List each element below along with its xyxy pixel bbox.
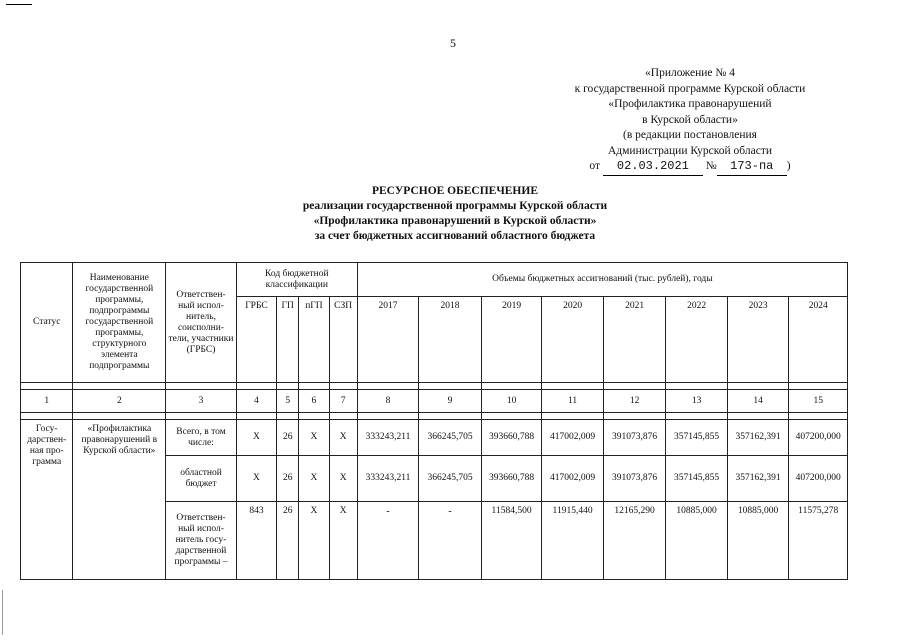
column-number: 13: [666, 390, 728, 413]
header-code: пГП: [299, 297, 329, 383]
value-cell: 357145,855: [666, 420, 728, 456]
document-title: [200, 184, 710, 244]
value-cell: -: [357, 502, 419, 580]
executor-cell: Всего, в том числе:: [166, 420, 237, 456]
header-code: ГРБС: [236, 297, 276, 383]
column-number: 4: [236, 390, 276, 413]
column-number-row: [21, 390, 848, 413]
value-cell: 11575,278: [789, 502, 848, 580]
value-cell: 357145,855: [666, 456, 728, 502]
header-year: 2023: [727, 297, 789, 383]
appendix-line: «Профилактика правонарушений: [608, 98, 772, 110]
column-number: 1: [21, 390, 73, 413]
code-cell: Х: [299, 420, 329, 456]
code-cell: 26: [277, 420, 299, 456]
header-volumes-group: Объемы бюджетных ассигнований (тыс. рублей), годы: [357, 263, 847, 297]
code-cell: Х: [329, 502, 357, 580]
value-cell: 393660,788: [481, 456, 542, 502]
header-year: 2020: [542, 297, 604, 383]
column-number: 5: [277, 390, 299, 413]
value-cell: -: [419, 502, 482, 580]
code-cell: 26: [277, 502, 299, 580]
title-line-4: за счет бюджетных ассигнований областного бюджета: [314, 230, 596, 242]
program-name-cell: «Профилактика правонарушений в Курской области»: [73, 420, 166, 580]
column-number: 10: [481, 390, 542, 413]
header-year: 2019: [481, 297, 542, 383]
value-cell: 10885,000: [666, 502, 728, 580]
value-cell: 333243,211: [357, 456, 419, 502]
appendix-line: (в редакции постановления: [623, 129, 757, 141]
code-cell: Х: [299, 502, 329, 580]
number-prefix: №: [705, 160, 717, 172]
appendix-line: «Приложение № 4: [645, 67, 735, 79]
value-cell: 391073,876: [603, 420, 666, 456]
code-cell: 26: [277, 456, 299, 502]
header-code-group: Код бюджетной классификации: [236, 263, 357, 297]
header-row: [21, 263, 848, 297]
header-year: 2017: [357, 297, 419, 383]
scan-edge-mark: [2, 590, 3, 635]
column-number: 12: [603, 390, 666, 413]
appendix-date-line: [540, 159, 840, 176]
code-cell: 843: [236, 502, 276, 580]
header-year: 2021: [603, 297, 666, 383]
status-cell: Госу-дарствен-ная про-грамма: [21, 420, 73, 580]
decree-number: 173-па: [717, 159, 787, 176]
appendix-block: [540, 66, 840, 176]
column-number: 9: [419, 390, 482, 413]
spacer-row: [21, 383, 848, 390]
title-line-3: «Профилактика правонарушений в Курской области»: [313, 215, 597, 227]
value-cell: 10885,000: [727, 502, 789, 580]
appendix-line: к государственной программе Курской области: [574, 82, 806, 95]
resource-table: [20, 262, 848, 580]
top-rule: [6, 4, 32, 5]
value-cell: 407200,000: [789, 420, 848, 456]
column-number: 14: [727, 390, 789, 413]
executor-cell: Ответствен-ный испол-нитель госу-дарственной программы –: [166, 502, 237, 580]
value-cell: 417002,009: [542, 420, 604, 456]
code-cell: Х: [236, 420, 276, 456]
table-row: [21, 420, 848, 456]
header-year: 2024: [789, 297, 848, 383]
column-number: 2: [73, 390, 166, 413]
value-cell: 11584,500: [481, 502, 542, 580]
decree-date: 02.03.2021: [603, 159, 703, 176]
header-name: Наименование государственной программы, подпрограммы государственной программы, структурного элемента подпрограммы: [73, 263, 166, 383]
executor-cell: областной бюджет: [166, 456, 237, 502]
value-cell: 357162,391: [727, 456, 789, 502]
value-cell: 391073,876: [603, 456, 666, 502]
value-cell: 366245,705: [419, 420, 482, 456]
header-executor: Ответствен-ный испол-нитель, соисполни-тели, участники (ГРБС): [166, 263, 237, 383]
header-year: 2018: [419, 297, 482, 383]
value-cell: 393660,788: [481, 420, 542, 456]
date-prefix: от: [589, 160, 601, 172]
spacer-row: [21, 413, 848, 420]
column-number: 6: [299, 390, 329, 413]
title-line-1: РЕСУРСНОЕ ОБЕСПЕЧЕНИЕ: [371, 185, 538, 197]
header-year: 2022: [666, 297, 728, 383]
value-cell: 12165,290: [603, 502, 666, 580]
appendix-line: в Курской области»: [642, 113, 738, 126]
appendix-line: Администрации Курской области: [608, 144, 772, 157]
value-cell: 366245,705: [419, 456, 482, 502]
value-cell: 333243,211: [357, 420, 419, 456]
column-number: 3: [166, 390, 237, 413]
column-number: 15: [789, 390, 848, 413]
code-cell: Х: [299, 456, 329, 502]
value-cell: 417002,009: [542, 456, 604, 502]
column-number: 7: [329, 390, 357, 413]
value-cell: 11915,440: [542, 502, 604, 580]
value-cell: 407200,000: [789, 456, 848, 502]
header-status: Статус: [21, 263, 73, 383]
page-number: 5: [450, 36, 456, 50]
value-cell: 357162,391: [727, 420, 789, 456]
code-cell: Х: [329, 456, 357, 502]
column-number: 8: [357, 390, 419, 413]
column-number: 11: [542, 390, 604, 413]
header-code: ГП: [277, 297, 299, 383]
header-code: СЗП: [329, 297, 357, 383]
closing-paren: ): [786, 160, 791, 172]
title-line-2: реализации государственной программы Курской области: [302, 200, 608, 212]
code-cell: Х: [329, 420, 357, 456]
code-cell: Х: [236, 456, 276, 502]
